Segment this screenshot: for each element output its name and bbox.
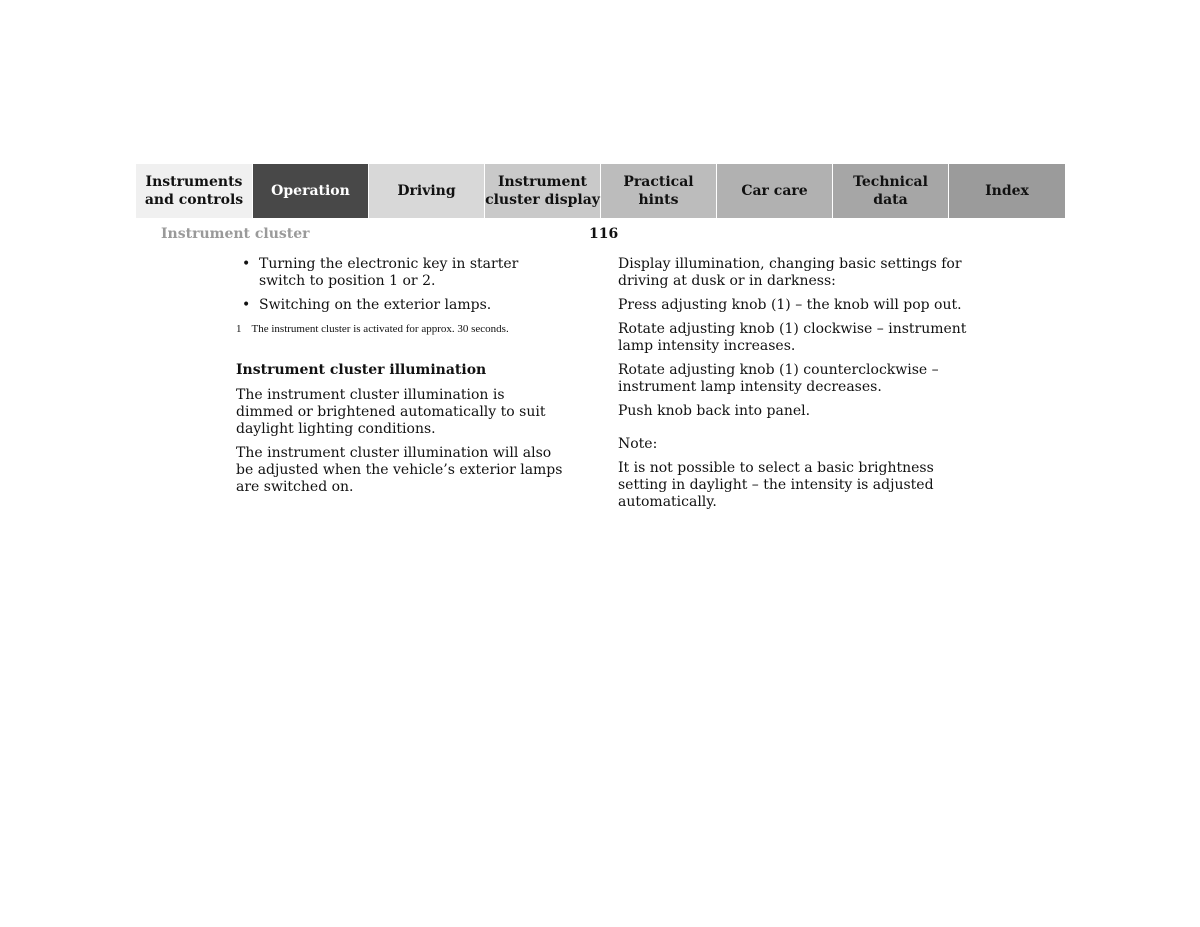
footnote [236,321,566,338]
bullet-item [236,297,566,314]
subheading: Instrument cluster illumination [236,362,487,378]
paragraph: Push knob back into panel. [618,403,811,419]
left-column [236,256,566,503]
tab-practical-hints[interactable]: Practical hints [601,164,717,218]
tab-instrument-cluster-display[interactable]: Instrument cluster display [485,164,601,218]
tab-operation[interactable]: Operation [253,164,369,218]
bullet-text: Switching on the exterior lamps. [259,297,492,313]
note-text: It is not possible to select a basic brightness setting in daylight – the intensity is adjusted automatically. [618,460,934,510]
footnote-text: The instrument cluster is activated for approx. 30 seconds. [251,323,509,335]
right-column [618,256,978,518]
paragraph: Press adjusting knob (1) – the knob will pop out. [618,297,962,313]
page-number: 116 [589,226,619,242]
footnote-mark: 1 [236,323,242,335]
note-label: Note: [618,436,658,452]
tab-instruments-and-controls[interactable]: Instruments and controls [136,164,253,218]
bullet-icon: • [242,297,251,313]
bullet-text: Turning the electronic key in starter switch to position 1 or 2. [259,256,519,289]
tab-car-care[interactable]: Car care [717,164,833,218]
tab-driving[interactable]: Driving [369,164,485,218]
paragraph: Rotate adjusting knob (1) clockwise – instrument lamp intensity increases. [618,321,967,354]
chapter-tabs [136,164,1065,218]
bullet-item [236,256,566,290]
paragraph: The instrument cluster illumination will also be adjusted when the vehicle’s exterior lamps are switched on. [236,445,563,495]
paragraph: The instrument cluster illumination is dimmed or brightened automatically to suit daylight lighting conditions. [236,387,546,437]
tab-index[interactable]: Index [949,164,1065,218]
section-title: Instrument cluster [161,226,310,242]
paragraph: Rotate adjusting knob (1) counterclockwise – instrument lamp intensity decreases. [618,362,939,395]
bullet-icon: • [242,256,251,272]
paragraph: Display illumination, changing basic settings for driving at dusk or in darkness: [618,256,962,289]
tab-technical-data[interactable]: Technical data [833,164,949,218]
